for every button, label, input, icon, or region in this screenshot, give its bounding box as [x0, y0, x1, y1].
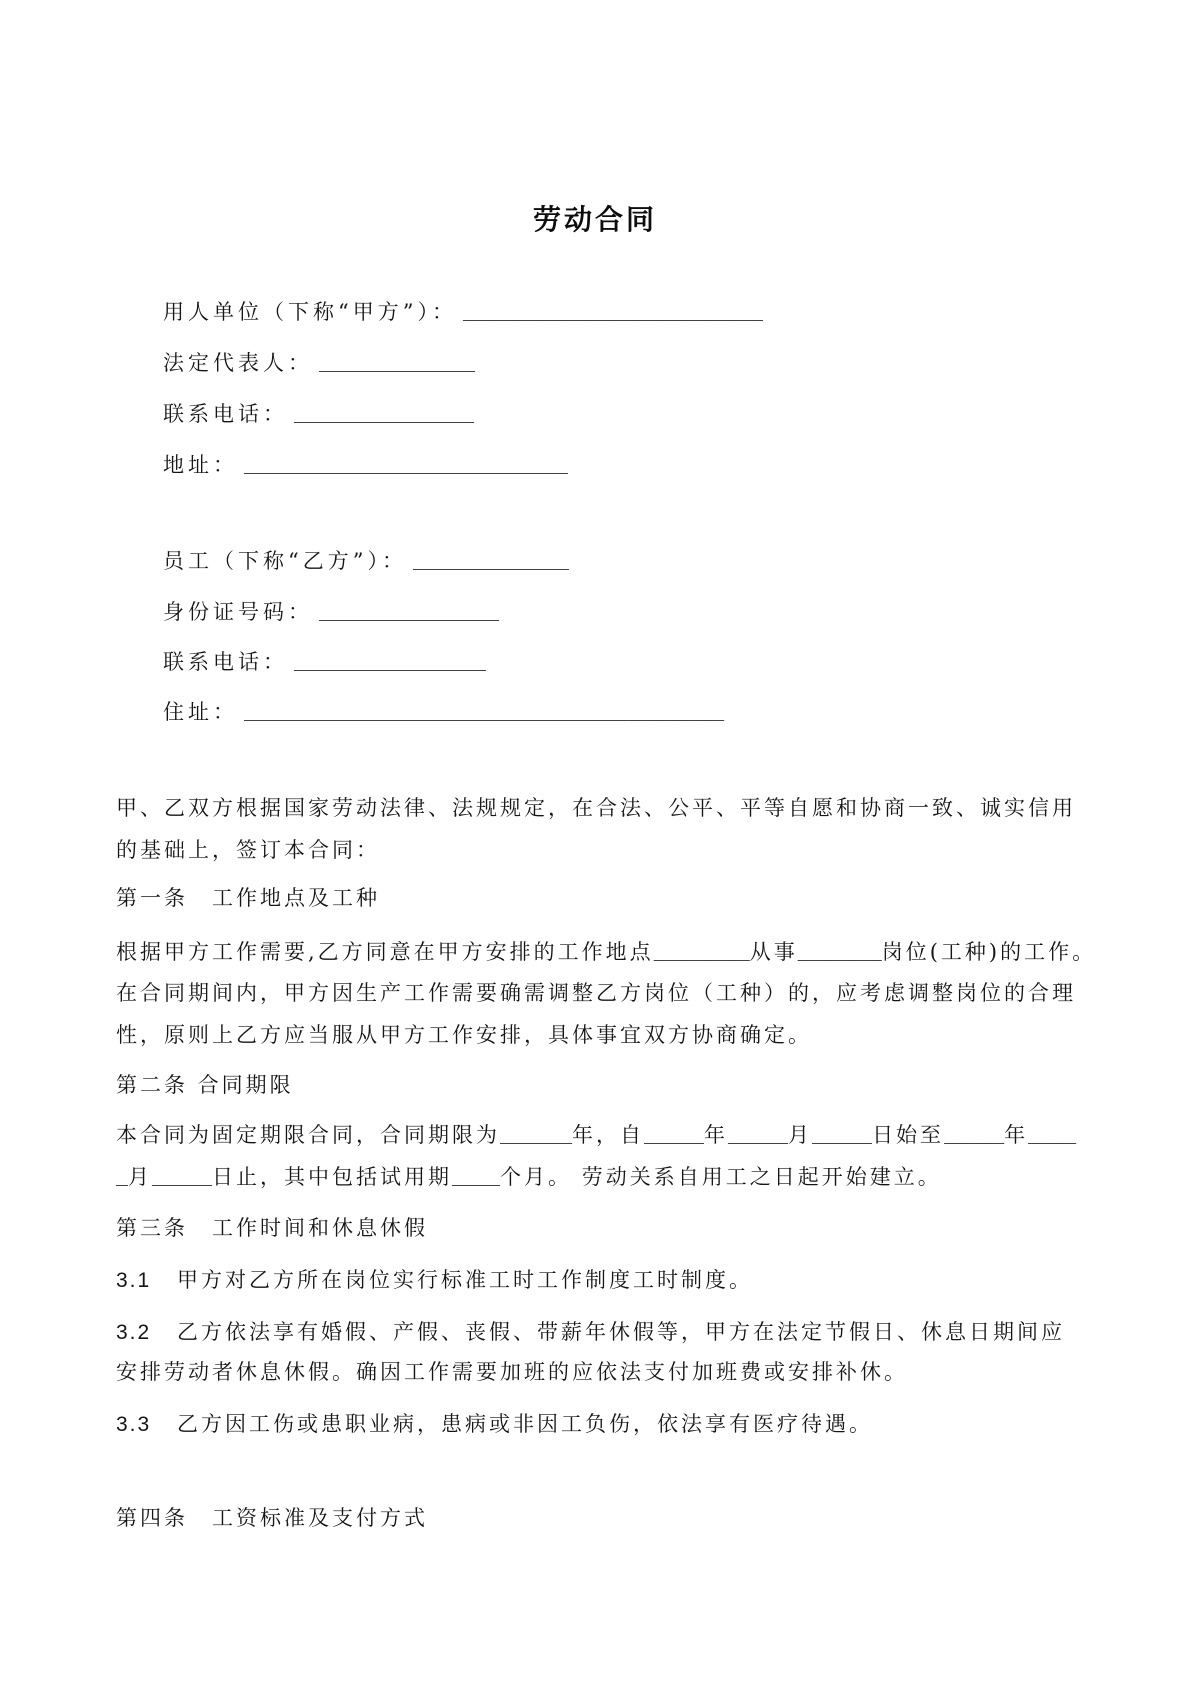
text-segment: 日止，其中包括试用期	[212, 1165, 453, 1189]
article-3-heading: 第三条 工作时间和休息休假	[116, 1216, 428, 1240]
field-label: 员工（下称“乙方”）：	[163, 549, 407, 573]
article-1-line: 性，原则上乙方应当服从甲方工作安排，具体事宜双方协商确定。	[116, 1023, 812, 1047]
text-segment: 个月。 劳动关系自用工之日起开始建立。	[500, 1165, 942, 1189]
party-a-legal-rep-field	[163, 348, 475, 378]
clause-number: 3.3	[116, 1413, 152, 1436]
field-blank: ___________________________	[244, 456, 569, 479]
job-position-blank: _______	[797, 943, 882, 966]
party-b-id-number-field	[163, 597, 499, 627]
text-segment: 年	[1004, 1123, 1029, 1147]
clause-text: 甲方对乙方所在岗位实行标准工时工作制度工时制度。	[177, 1268, 753, 1292]
field-blank: ________________________________________	[244, 703, 725, 726]
start-day-blank: _____	[812, 1126, 873, 1149]
text-segment: 年	[704, 1123, 729, 1147]
party-b-phone-field	[163, 647, 486, 677]
field-label: 地址：	[163, 453, 238, 477]
field-label: 联系电话：	[163, 650, 288, 674]
clause-3-2-continued: 安排劳动者休息休假。确因工作需要加班的应依法支付加班费或安排补休。	[116, 1360, 908, 1384]
clause-text: 乙方依法享有婚假、产假、丧假、带薪年休假等，甲方在法定节假日、休息日期间应	[177, 1320, 1065, 1344]
field-label: 法定代表人：	[163, 351, 313, 375]
end-month-blank: _	[116, 1168, 129, 1191]
article-1-line: 在合同期间内，甲方因生产工作需要确需调整乙方岗位（工种）的，应考虑调整岗位的合理	[116, 981, 1076, 1005]
article-1-line	[116, 937, 1096, 967]
field-blank: _______________	[319, 603, 500, 626]
clause-number: 3.2	[116, 1321, 152, 1344]
field-label: 住址：	[163, 700, 238, 724]
text-segment: 根据甲方工作需要,乙方同意在甲方安排的工作地点	[116, 940, 654, 964]
party-b-employee-field	[163, 546, 569, 576]
field-blank: ________________	[294, 653, 487, 676]
text-segment: 本合同为固定期限合同，合同期限为	[116, 1123, 500, 1147]
field-label: 用人单位（下称“甲方”）：	[163, 300, 457, 324]
article-2-heading: 第二条 合同期限	[116, 1073, 294, 1097]
probation-months-blank: ____	[452, 1168, 501, 1191]
text-segment: 岗位(工种)的工作。	[881, 940, 1097, 964]
term-years-blank: ______	[500, 1126, 573, 1149]
field-blank: _________________________	[462, 303, 764, 326]
clause-3-1	[116, 1265, 753, 1295]
field-blank: _____________	[412, 552, 570, 575]
text-segment: 日始至	[872, 1123, 945, 1147]
article-2-line	[116, 1162, 942, 1192]
text-segment: 月	[788, 1123, 813, 1147]
preamble-line: 的基础上，签订本合同：	[116, 838, 380, 862]
field-label: 身份证号码：	[163, 600, 313, 624]
party-a-phone-field	[163, 399, 474, 429]
article-4-heading: 第四条 工资标准及支付方式	[116, 1506, 428, 1530]
clause-number: 3.1	[116, 1269, 152, 1292]
field-blank: _______________	[294, 405, 475, 428]
start-year-blank: _____	[644, 1126, 705, 1149]
article-2-line	[116, 1120, 1076, 1150]
party-a-employer-field	[163, 297, 763, 327]
field-label: 联系电话：	[163, 402, 288, 426]
text-segment: 从事	[749, 940, 798, 964]
clause-3-3	[116, 1409, 873, 1439]
end-year-blank: _____	[944, 1126, 1005, 1149]
clause-3-2	[116, 1317, 1065, 1347]
start-month-blank: _____	[728, 1126, 789, 1149]
text-segment: 年，自	[572, 1123, 645, 1147]
text-segment: 月	[128, 1165, 153, 1189]
clause-text: 乙方因工伤或患职业病，患病或非因工负伤，依法享有医疗待遇。	[177, 1412, 873, 1436]
party-a-address-field	[163, 450, 568, 480]
field-blank: _____________	[319, 354, 476, 377]
end-month-blank: ____	[1028, 1126, 1077, 1149]
article-1-heading: 第一条 工作地点及工种	[116, 886, 380, 910]
preamble-line: 甲、乙双方根据国家劳动法律、法规规定，在合法、公平、平等自愿和协商一致、诚实信用	[116, 796, 1076, 820]
document-title: 劳动合同	[532, 203, 657, 236]
end-day-blank: _____	[152, 1168, 213, 1191]
work-location-blank: ________	[653, 943, 750, 966]
party-b-address-field	[163, 697, 724, 727]
